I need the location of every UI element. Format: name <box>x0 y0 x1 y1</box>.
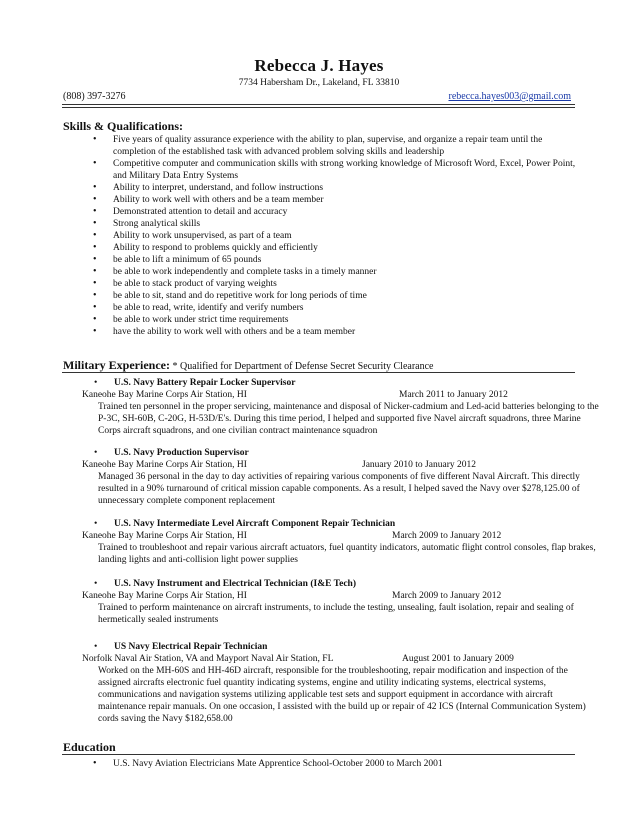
job-location: Norfolk Naval Air Station, VA and Mayport Naval Air Station, FL <box>82 654 334 664</box>
skill-item: • Ability to work well with others and be a team member <box>93 194 583 206</box>
job-title: • U.S. Navy Production Supervisor <box>94 447 599 459</box>
education-heading: Education <box>63 740 116 754</box>
job-description: Managed 36 personal in the day to day activities of repairing various components of five different Naval Aircraft. This directly resulted in a 90% turnaround of critical mission capable components. As a result, I helped saved the Navy over $278,125.00 of unnecessary complete component replacement <box>98 472 580 506</box>
job-dates: January 2010 to January 2012 <box>362 460 476 470</box>
job-dates: March 2009 to January 2012 <box>392 591 502 601</box>
military-divider <box>62 372 575 373</box>
skill-item: • be able to stack product of varying weights <box>93 278 583 290</box>
job-location-row <box>82 590 599 602</box>
skill-item: • Five years of quality assurance experience with the ability to plan, supervise, and organize a repair team until the completion of the established task with advanced problem solving skills and leadership <box>93 134 583 158</box>
job-title: • US Navy Electrical Repair Technician <box>94 641 599 653</box>
skill-item: • Demonstrated attention to detail and accuracy <box>93 206 583 218</box>
education-divider <box>62 754 575 755</box>
candidate-name: Rebecca J. Hayes <box>254 56 384 75</box>
job-dates: March 2011 to January 2012 <box>399 390 508 400</box>
job-location-row <box>82 389 599 401</box>
skill-item: • Competitive computer and communication skills with strong working knowledge of Microsoft Word, Excel, Power Point, and Military Data Entry Systems <box>93 158 583 182</box>
education-item: • U.S. Navy Aviation Electricians Mate Apprentice School-October 2000 to March 2001 <box>93 758 583 770</box>
job-title: • U.S. Navy Intermediate Level Aircraft Component Repair Technician <box>94 518 599 530</box>
military-heading <box>63 358 433 373</box>
job-entry <box>82 578 599 626</box>
job-dates: August 2001 to January 2009 <box>402 654 514 664</box>
address: 7734 Habersham Dr., Lakeland, FL 33810 <box>238 78 400 88</box>
email-link[interactable]: rebecca.hayes003@gmail.com <box>448 91 571 102</box>
job-title: • U.S. Navy Battery Repair Locker Supervisor <box>94 377 599 389</box>
skill-item: • be able to work independently and complete tasks in a timely manner <box>93 266 583 278</box>
education-list <box>93 758 583 770</box>
job-dates: March 2009 to January 2012 <box>392 531 502 541</box>
skill-item: • Ability to work unsupervised, as part of a team <box>93 230 583 242</box>
skills-heading: Skills & Qualifications: <box>63 119 184 133</box>
job-description: Trained to perform maintenance on aircraft instruments, to include the testing, unsealing, fault isolation, repair and sealing of hermetically sealed instruments <box>98 603 574 625</box>
job-entry <box>82 447 599 507</box>
skill-item: • be able to read, write, identify and verify numbers <box>93 302 583 314</box>
skills-list <box>93 134 583 338</box>
job-entry <box>82 641 599 725</box>
job-description: Worked on the MH-60S and HH-46D aircraft, responsible for the troubleshooting, repair modification and inspection of the assigned aircrafts electronic fuel quantity indicating systems, engine and utility indicating systems, electrical systems, communications and navigation systems utilizing applicable test sets and support equipment in accordance with aircraft maintenance repair manuals. On one occasion, I assisted with the build up or repair of 42 ICS (Internal Communication System) cords saving the Navy $182,658.00 <box>98 666 586 724</box>
job-location-row <box>82 459 599 471</box>
job-location-row <box>82 653 599 665</box>
job-location: Kaneohe Bay Marine Corps Air Station, HI <box>82 591 247 601</box>
clearance-note: * Qualified for Department of Defense Secret Security Clearance <box>169 361 434 372</box>
job-title: • U.S. Navy Instrument and Electrical Technician (I&E Tech) <box>94 578 599 590</box>
job-location: Kaneohe Bay Marine Corps Air Station, HI <box>82 531 247 541</box>
job-location: Kaneohe Bay Marine Corps Air Station, HI <box>82 460 247 470</box>
skill-item: • be able to work under strict time requirements <box>93 314 583 326</box>
job-entry <box>82 377 599 437</box>
skill-item: • be able to sit, stand and do repetitive work for long periods of time <box>93 290 583 302</box>
job-entry <box>82 518 599 566</box>
skill-item: • Ability to respond to problems quickly and efficiently <box>93 242 583 254</box>
skill-item: • be able to lift a minimum of 65 pounds <box>93 254 583 266</box>
military-heading-label: Military Experience: <box>63 358 170 372</box>
skill-item: • Ability to interpret, understand, and follow instructions <box>93 182 583 194</box>
skill-item: • have the ability to work well with others and be a team member <box>93 326 583 338</box>
job-location: Kaneohe Bay Marine Corps Air Station, HI <box>82 390 247 400</box>
phone-number: (808) 397-3276 <box>63 91 126 102</box>
job-location-row <box>82 530 599 542</box>
job-description: Trained to troubleshoot and repair various aircraft actuators, fuel quantity indicators, automatic flight control consoles, flap brakes, landing lights and anti-collision light power supplies <box>98 543 596 565</box>
job-description: Trained ten personnel in the proper servicing, maintenance and disposal of Nicker-cadmium and Led-acid batteries belonging to the P-3C, SH-60B, C-20G, H-53D/E's. During this time period, I helped and supported five Navel aircraft squadrons, three Marine Corps aircraft squadrons, and one civilian contract maintenance squadron <box>98 402 599 436</box>
skill-item: • Strong analytical skills <box>93 218 583 230</box>
header-divider <box>62 104 575 108</box>
